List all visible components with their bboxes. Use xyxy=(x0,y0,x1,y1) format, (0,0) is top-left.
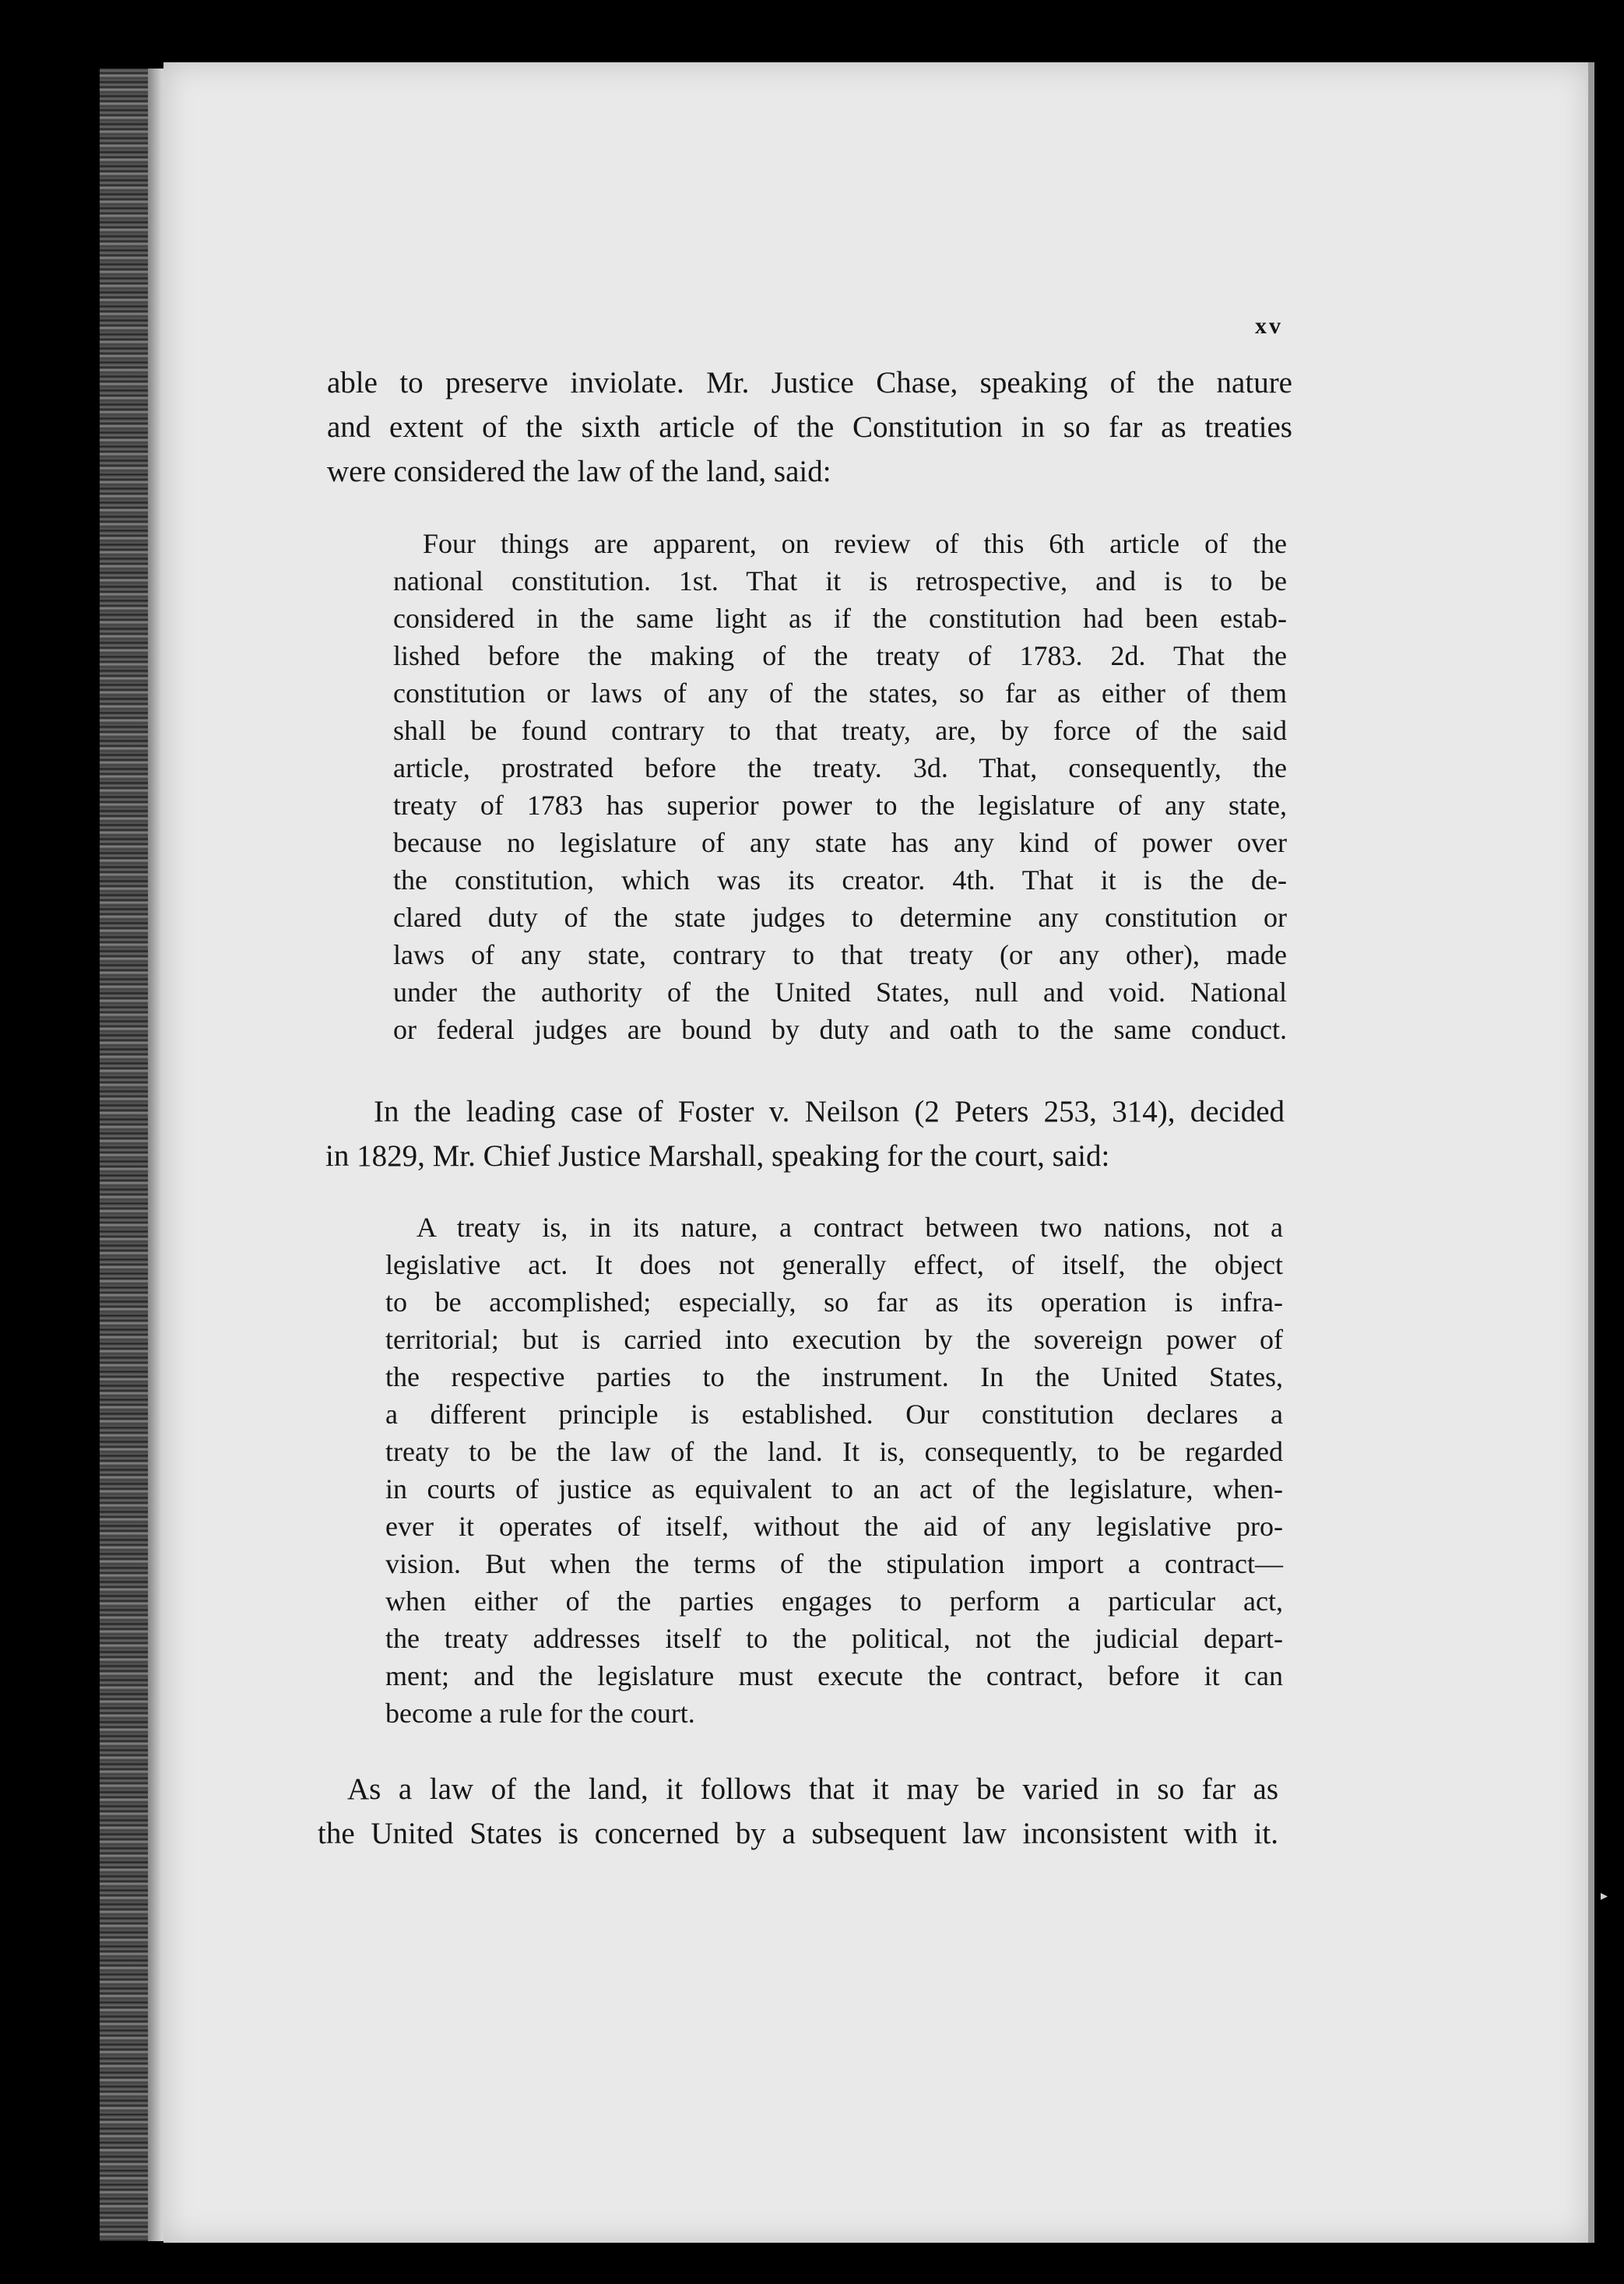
quote-1-line: article, prostrated before the treaty. 3d. That, consequently, the xyxy=(393,752,1287,783)
quote-2-line: territorial; but is carried into execution by the sovereign power of xyxy=(385,1324,1283,1355)
paragraph-2-line: in 1829, Mr. Chief Justice Marshall, speaking for the court, said: xyxy=(325,1139,1110,1173)
quote-2-line: ment; and the legislature must execute the contract, before it can xyxy=(385,1660,1283,1691)
quote-2-line: the respective parties to the instrument. In the United States, xyxy=(385,1361,1283,1392)
quote-2-line: when either of the parties engages to perform a particular act, xyxy=(385,1585,1283,1617)
quote-1-line: or federal judges are bound by duty and oath to the same conduct. xyxy=(393,1014,1287,1045)
quote-2-line: vision. But when the terms of the stipulation import a contract— xyxy=(385,1548,1283,1579)
paragraph-3-line: the United States is concerned by a subsequent law inconsistent with it. xyxy=(318,1817,1278,1850)
quote-2-line: in courts of justice as equivalent to an act of the legislature, when- xyxy=(385,1473,1283,1504)
quote-1-line: under the authority of the United States, null and void. National xyxy=(393,977,1287,1008)
quote-1-line: laws of any state, contrary to that treaty (or any other), made xyxy=(393,939,1287,970)
paragraph-1-line: and extent of the sixth article of the Constitution in so far as treaties xyxy=(327,410,1292,444)
quote-2-line: a different principle is established. Our constitution declares a xyxy=(385,1399,1283,1430)
page-number: xv xyxy=(1255,313,1283,339)
quote-1-line: considered in the same light as if the constitution had been estab- xyxy=(393,603,1287,634)
quote-1-line: shall be found contrary to that treaty, are, by force of the said xyxy=(393,715,1287,746)
quote-2-line: ever it operates of itself, without the aid of any legislative pro- xyxy=(385,1511,1283,1542)
edge-mark-glyph: ▸ xyxy=(1601,1888,1608,1904)
quote-2-line: to be accomplished; especially, so far as its operation is infra- xyxy=(385,1286,1283,1318)
paragraph-2-line: In the leading case of Foster v. Neilson (2 Peters 253, 314), decided xyxy=(374,1095,1285,1128)
quote-1-line: Four things are apparent, on review of this 6th article of the xyxy=(423,528,1287,559)
quote-2-line: become a rule for the court. xyxy=(385,1698,695,1729)
page-right-edge xyxy=(1588,62,1594,2243)
paragraph-1-line: were considered the law of the land, said: xyxy=(327,455,831,488)
quote-2-line: the treaty addresses itself to the political, not the judicial depart- xyxy=(385,1623,1283,1654)
quote-1-line: treaty of 1783 has superior power to the legislature of any state, xyxy=(393,790,1287,821)
quote-1-line: clared duty of the state judges to determine any constitution or xyxy=(393,902,1287,933)
quote-1-line: the constitution, which was its creator. 4th. That it is the de- xyxy=(393,864,1287,896)
quote-1-line: because no legislature of any state has any kind of power over xyxy=(393,827,1287,858)
quote-1-line: lished before the making of the treaty of 1783. 2d. That the xyxy=(393,640,1287,671)
quote-1-line: national constitution. 1st. That it is retrospective, and is to be xyxy=(393,565,1287,597)
paragraph-1-line: able to preserve inviolate. Mr. Justice Chase, speaking of the nature xyxy=(327,366,1292,399)
quote-2-line: A treaty is, in its nature, a contract between two nations, not a xyxy=(417,1212,1283,1243)
quote-2-line: legislative act. It does not generally effect, of itself, the object xyxy=(385,1249,1283,1280)
quote-2-line: treaty to be the law of the land. It is, consequently, to be regarded xyxy=(385,1436,1283,1467)
quote-1-line: constitution or laws of any of the states, so far as either of them xyxy=(393,677,1287,709)
paragraph-3-line: As a law of the land, it follows that it may be varied in so far as xyxy=(347,1772,1278,1806)
